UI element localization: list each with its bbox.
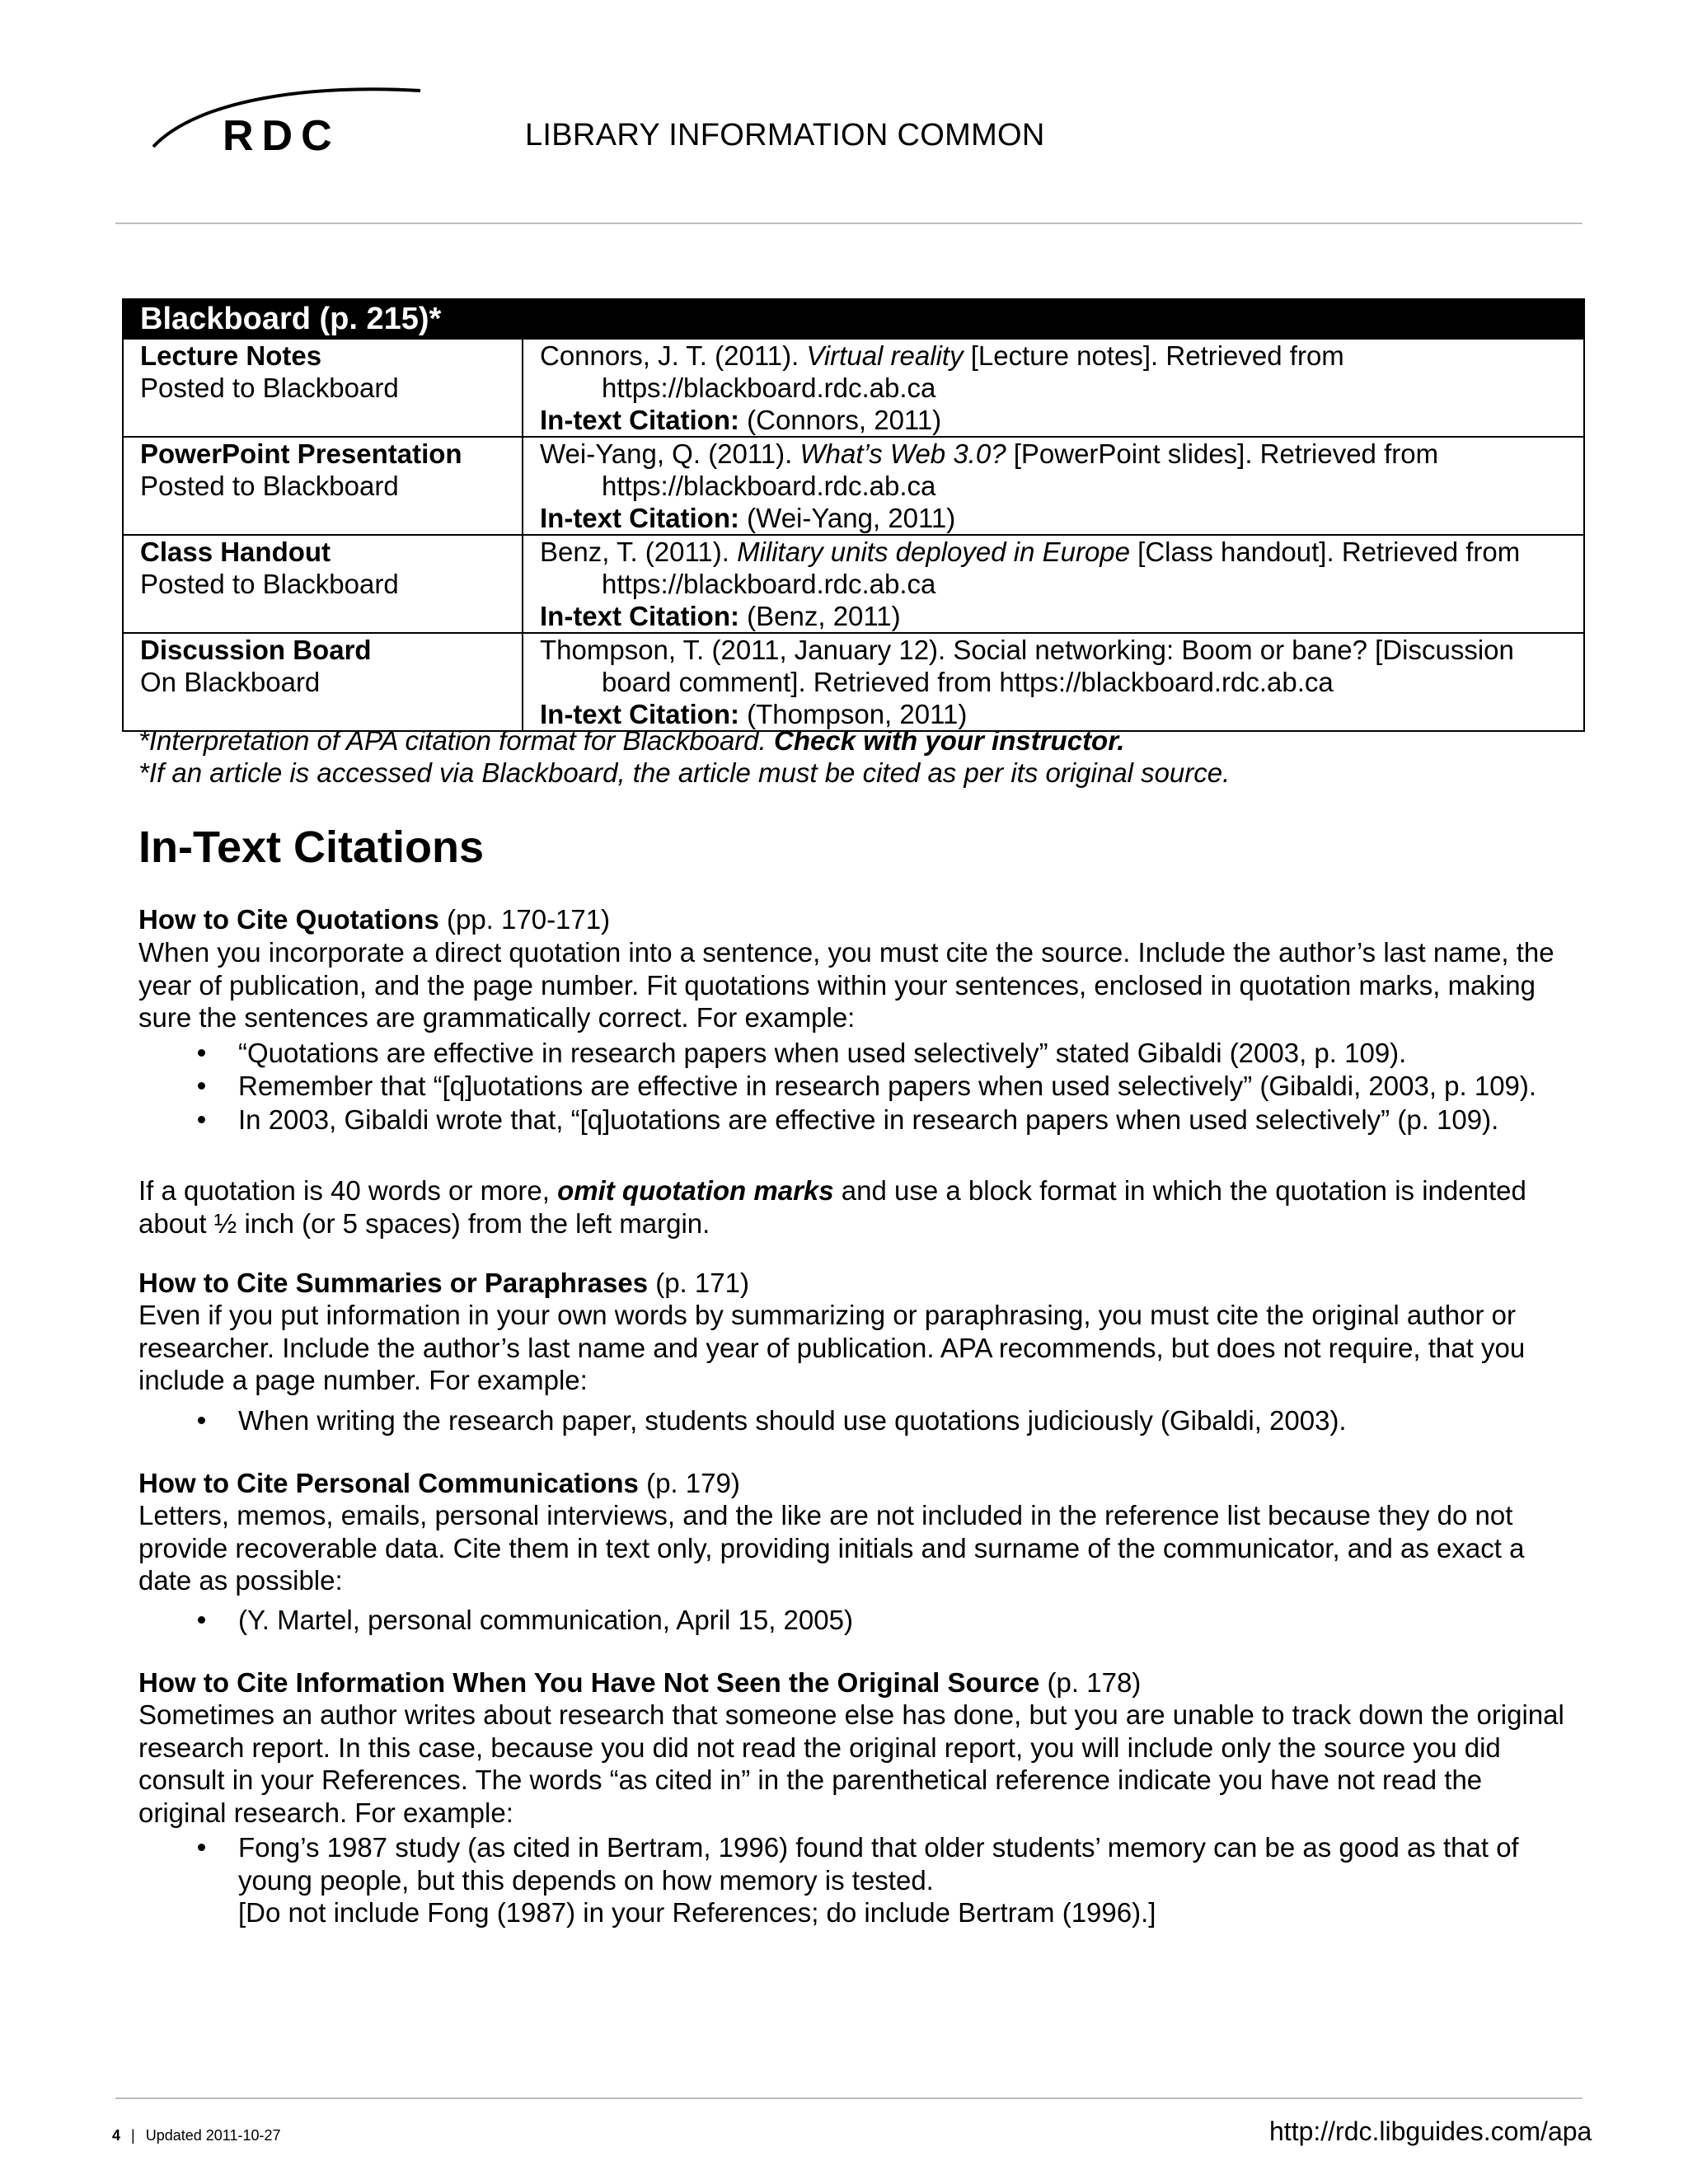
intext-label: In-text Citation:: [540, 699, 739, 729]
reference-cell: [523, 535, 1584, 633]
source-type-cell: [123, 437, 523, 535]
subsection-pages: (p. 179): [638, 1468, 740, 1498]
reference-author: Thompson, T. (2011, January 12). Social networking: Boom or bane? [Discussion: [540, 635, 1514, 665]
reference-title: What’s Web 3.0?: [799, 438, 1006, 469]
header-divider: [115, 223, 1582, 224]
reference-cell: [523, 633, 1584, 731]
rdc-logo: [148, 82, 429, 157]
source-type-cell: [123, 535, 523, 633]
reference-rest: [PowerPoint slides]. Retrieved from: [1006, 438, 1439, 469]
secondary-source-examples: [138, 1831, 1573, 1929]
secondary-source-body: Sometimes an author writes about research that someone else has done, but you are unable to track down the original research report. In this case, because you did not read the original report, you will include only the source you did consult in your References. The words “as cited in” in the parenthetical reference indicate you have not read the original research. For example:: [138, 1699, 1564, 1828]
table-row: [123, 437, 1584, 535]
footer-divider: [115, 2097, 1582, 2099]
subsection-pages: (p. 171): [648, 1268, 749, 1298]
subsection-title: How to Cite Summaries or Paraphrases: [138, 1268, 649, 1298]
note-emphasis: omit quotation marks: [557, 1175, 834, 1206]
quotations-examples: [138, 1037, 1573, 1137]
blackboard-citation-table: [122, 298, 1585, 732]
source-type-cell: [123, 633, 523, 731]
secondary-source-heading: [138, 1667, 1141, 1699]
table-row: [123, 633, 1584, 731]
intext-citation: (Wei-Yang, 2011): [738, 503, 956, 533]
list-item: “Quotations are effective in research papers when used selectively” stated Gibaldi (2003, p. 109).: [138, 1037, 1573, 1070]
rdc-logo-mark: [148, 82, 429, 157]
updated-date: Updated 2011-10-27: [145, 2127, 281, 2144]
summaries-body: Even if you put information in your own words by summarizing or paraphrasing, you must cite the original author or researcher. Include the author’s last name and year of publication. APA recommends, but does not require, that you include a page number. For example:: [138, 1300, 1526, 1395]
quotations-block-note: [138, 1174, 1573, 1240]
table-footnote-1: [138, 725, 1124, 757]
reference-url: https://blackboard.rdc.ab.ca: [602, 373, 936, 403]
reference-rest: [Class handout]. Retrieved from: [1130, 537, 1521, 567]
reference-cell: [523, 339, 1584, 437]
footer-url-link[interactable]: http://rdc.libguides.com/apa: [1269, 2116, 1592, 2146]
list-item: [138, 1831, 1573, 1929]
header-title: LIBRARY INFORMATION COMMON: [525, 118, 1045, 152]
source-type: Discussion Board: [140, 635, 372, 665]
list-item: (Y. Martel, personal communication, April 15, 2005): [138, 1604, 1573, 1637]
personal-communications-body: Letters, memos, emails, personal interviews, and the like are not included in the reference list because they do not provide recoverable data. Cite them in text only, providing initials and surname of the communicator, and as exact a date as possible:: [138, 1500, 1525, 1596]
footer-page-info: [112, 2127, 281, 2144]
reference-title: Virtual reality: [806, 340, 964, 371]
list-item: In 2003, Gibaldi wrote that, “[q]uotations are effective in research papers when used selectively” (p. 109).: [138, 1104, 1573, 1137]
intext-citation: (Connors, 2011): [738, 405, 942, 435]
source-type: Lecture Notes: [140, 340, 322, 371]
subsection-pages: (p. 178): [1039, 1667, 1142, 1698]
list-item: When writing the research paper, students should use quotations judiciously (Gibaldi, 2003).: [138, 1404, 1573, 1437]
reference-url: https://blackboard.rdc.ab.ca: [602, 569, 936, 599]
footnote-text: *Interpretation of APA citation format for Blackboard.: [138, 725, 774, 756]
section-title: In-Text Citations: [138, 823, 485, 872]
reference-rest: [Lecture notes]. Retrieved from: [963, 340, 1344, 371]
table-row: [123, 339, 1584, 437]
intext-citation: (Benz, 2011): [738, 601, 901, 631]
source-location: Posted to Blackboard: [140, 569, 399, 599]
source-type: Class Handout: [140, 537, 331, 567]
table-header-row: [123, 299, 1584, 339]
subsection-title: How to Cite Personal Communications: [138, 1468, 639, 1498]
source-location: On Blackboard: [140, 667, 321, 697]
example-note: [Do not include Fong (1987) in your References; do include Bertram (1996).]: [238, 1897, 1156, 1928]
subsection-title: How to Cite Quotations: [138, 904, 439, 935]
source-type: PowerPoint Presentation: [140, 438, 462, 469]
subsection-pages: (pp. 170-171): [438, 904, 611, 935]
intext-citation: (Thompson, 2011): [738, 699, 968, 729]
reference-url: https://blackboard.rdc.ab.ca: [602, 471, 936, 501]
summaries-heading: [138, 1268, 749, 1299]
table-footnote-2: *If an article is accessed via Blackboard, the article must be cited as per its original source.: [138, 757, 1231, 788]
reference-author: Wei-Yang, Q. (2011).: [540, 438, 800, 469]
footnote-emphasis: Check with your instructor.: [774, 725, 1125, 756]
intext-label: In-text Citation:: [540, 601, 739, 631]
list-item: Remember that “[q]uotations are effective in research papers when used selectively” (Gibaldi, 2003, p. 109).: [138, 1070, 1656, 1103]
personal-communications-heading: [138, 1468, 740, 1499]
source-type-cell: [123, 339, 523, 437]
page-number: 4: [112, 2127, 121, 2144]
note-text: If a quotation is 40 words or more,: [138, 1175, 558, 1206]
note-text-rest: and use a block format in which the quotation is indented about ½ inch (or 5 spaces) from the left margin.: [138, 1175, 1526, 1239]
svg-text:RDC: RDC: [223, 112, 340, 157]
personal-communications-examples: [138, 1604, 1573, 1637]
reference-url: board comment]. Retrieved from https://blackboard.rdc.ab.ca: [602, 667, 1334, 697]
reference-title: Military units deployed in Europe: [737, 537, 1130, 567]
example-text: Fong’s 1987 study (as cited in Bertram, 1996) found that older students’ memory can be as good as that of young people, but this depends on how memory is tested.: [238, 1832, 1519, 1896]
reference-author: Benz, T. (2011).: [540, 537, 738, 567]
reference-cell: [523, 437, 1584, 535]
summaries-examples: [138, 1404, 1573, 1437]
subsection-title: How to Cite Information When You Have Not Seen the Original Source: [138, 1667, 1040, 1698]
footer-separator: |: [131, 2127, 135, 2144]
quotations-heading: [138, 904, 610, 935]
intext-label: In-text Citation:: [540, 503, 739, 533]
source-location: Posted to Blackboard: [140, 373, 399, 403]
source-location: Posted to Blackboard: [140, 471, 399, 501]
quotations-body: When you incorporate a direct quotation into a sentence, you must cite the source. Include the author’s last name, the year of publication, and the page number. Fit quotations within your sentences, enclosed in quotation marks, making sure the sentences are grammatically correct. For example:: [138, 937, 1554, 1033]
reference-author: Connors, J. T. (2011).: [540, 340, 807, 371]
table-row: [123, 535, 1584, 633]
table-heading: Blackboard (p. 215)*: [123, 299, 1584, 339]
intext-label: In-text Citation:: [540, 405, 739, 435]
